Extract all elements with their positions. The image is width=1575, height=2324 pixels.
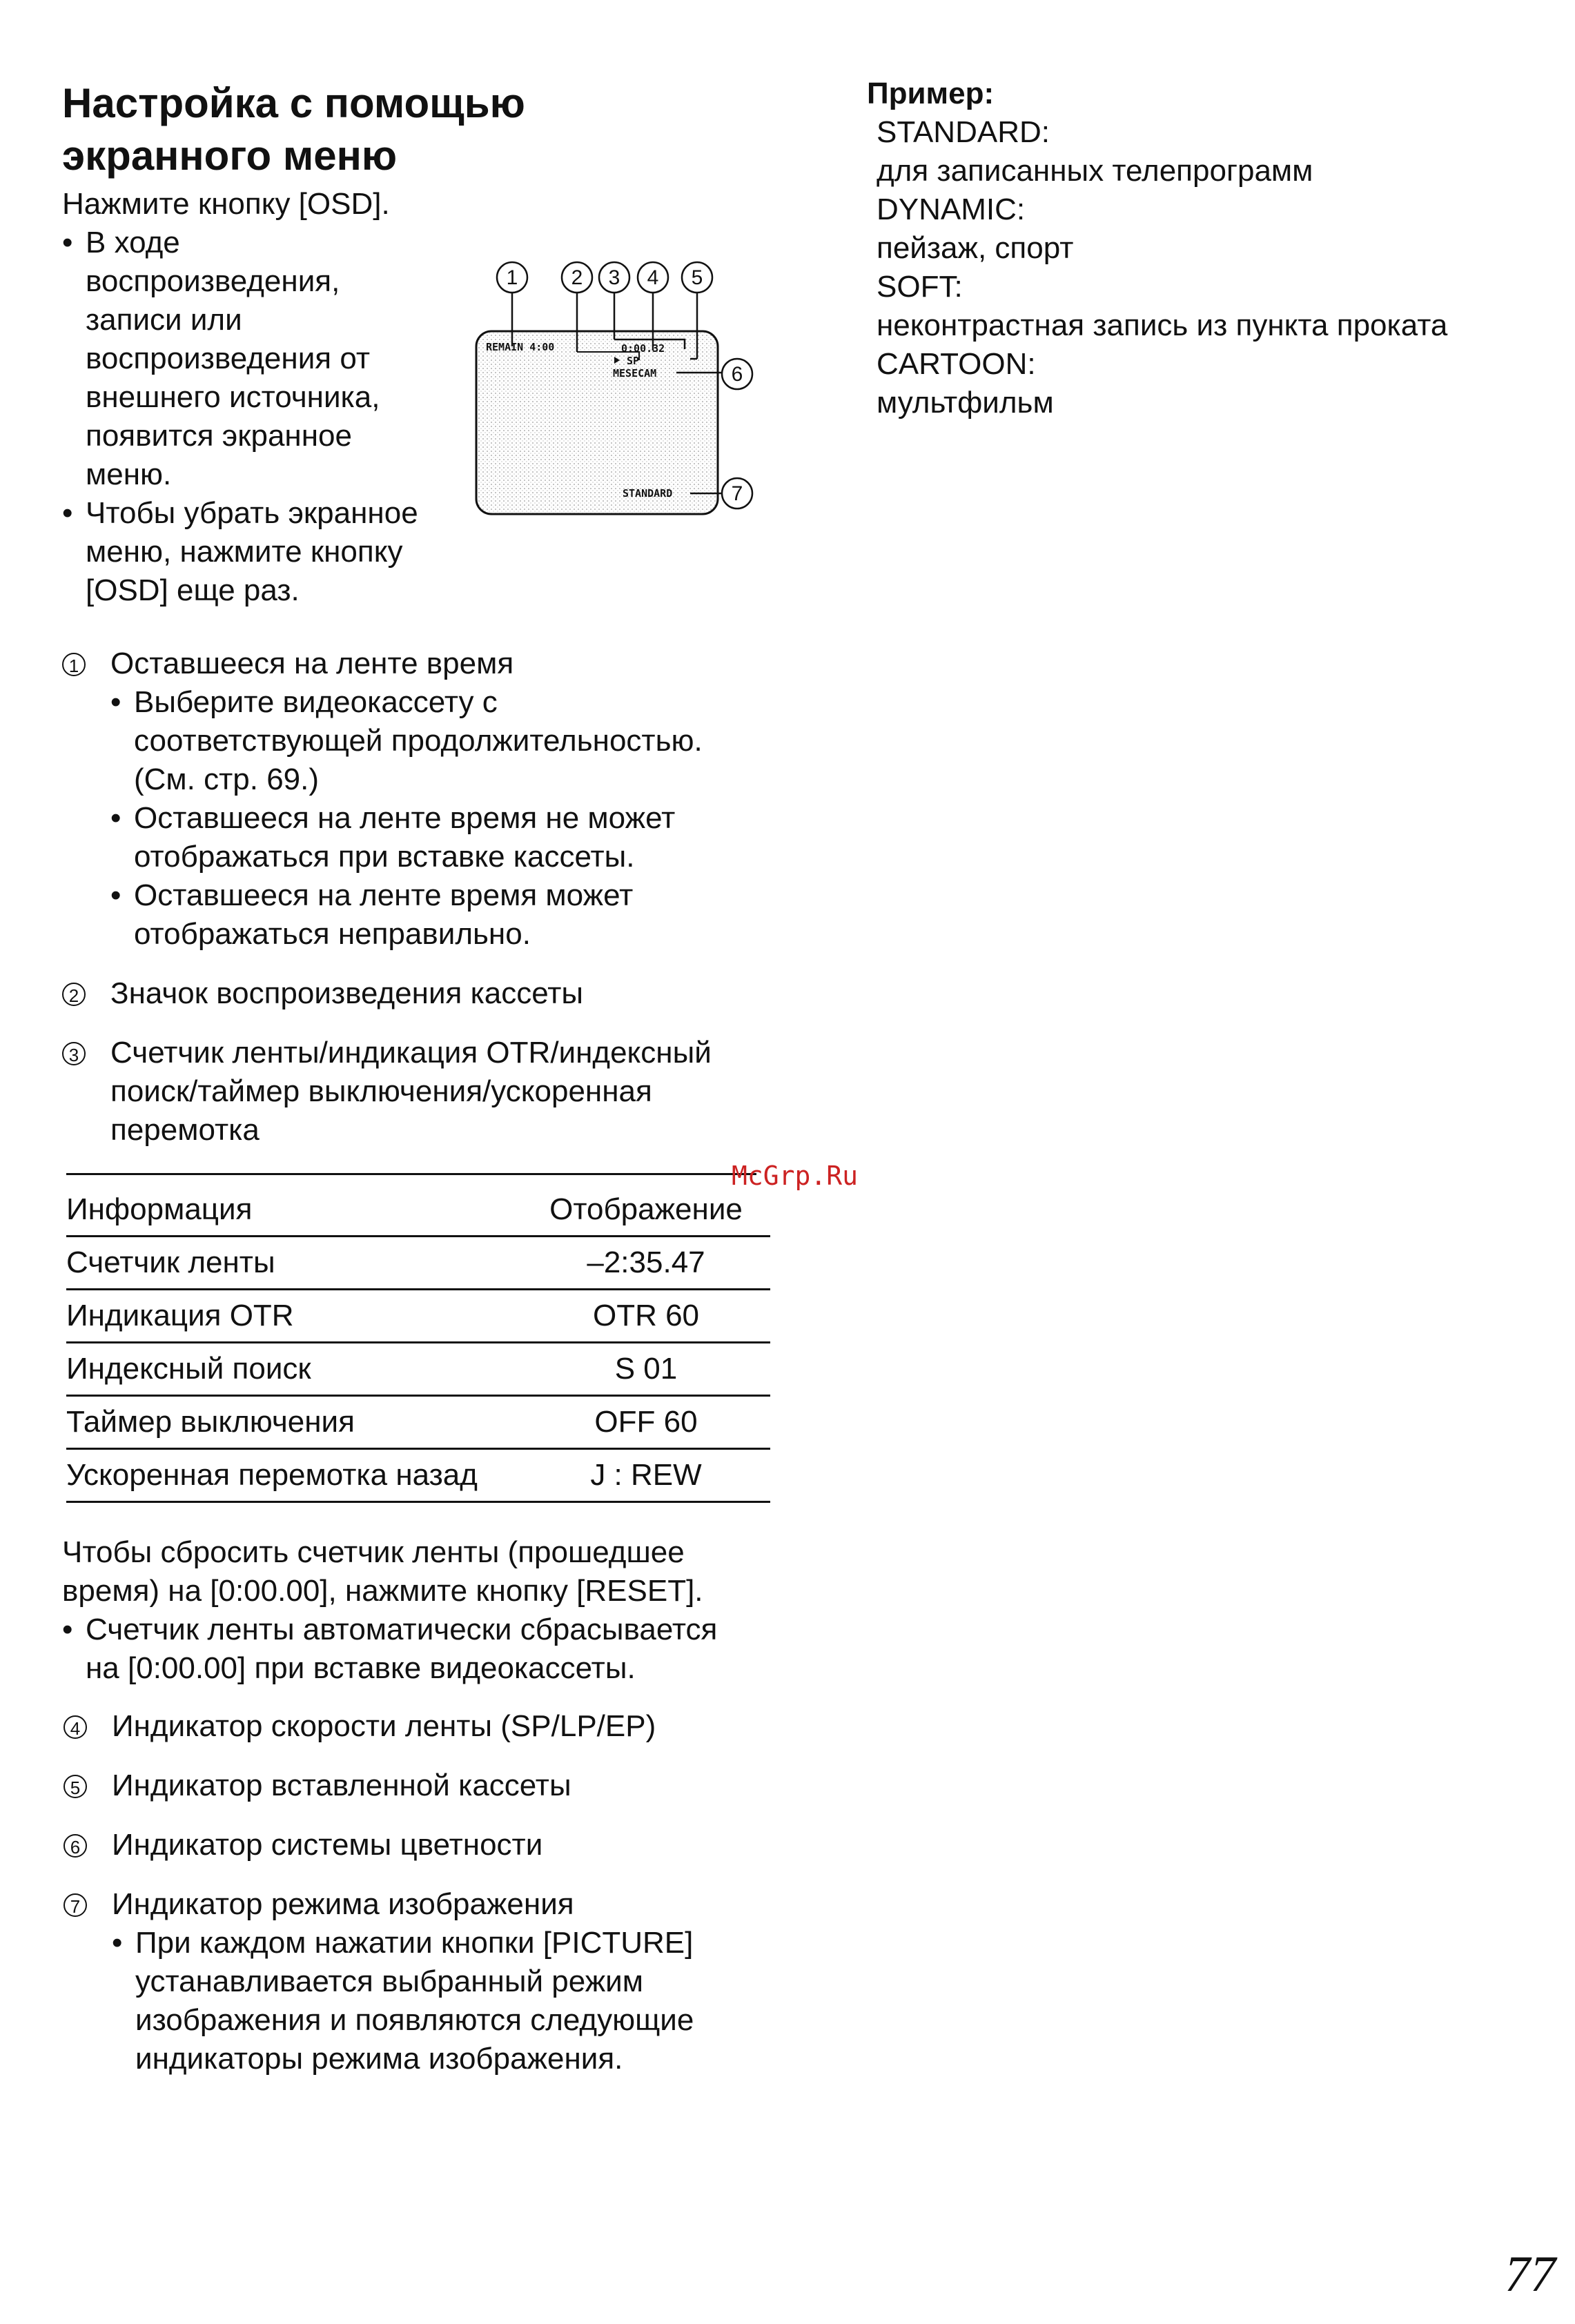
circle-number-6: 6: [63, 1834, 87, 1858]
svg-text:3: 3: [608, 266, 620, 289]
item-1-bullet-3: [110, 876, 752, 954]
item-5-text: Индикатор вставленной кассеты: [112, 1769, 571, 1802]
item-2: [62, 974, 752, 1013]
intro-bullet-1: [62, 224, 462, 494]
item-3: [62, 1034, 752, 1150]
item-7-text: Индикатор режима изображения: [112, 1887, 574, 1921]
table-cell: Таймер выключения: [66, 1396, 522, 1449]
screen-mode: STANDARD: [623, 487, 673, 500]
bullet-line: воспроизведения,: [86, 264, 340, 298]
svg-text:2: 2: [571, 266, 583, 289]
circle-number-4: 4: [63, 1715, 87, 1739]
bullet-line: записи или: [86, 303, 242, 337]
item-4-text: Индикатор скорости ленты (SP/LP/EP): [112, 1709, 656, 1743]
item-6-text: Индикатор системы цветности: [112, 1828, 543, 1862]
title-line-1: Настройка с помощью: [62, 80, 525, 126]
reset-line: Чтобы сбросить счетчик ленты (прошедшее: [62, 1535, 685, 1569]
screen-counter: 0:00.32: [621, 342, 665, 355]
item-4: [63, 1707, 823, 1746]
item-7-bullet: [112, 1924, 823, 2078]
watermark: McGrp.Ru: [732, 1161, 859, 1191]
bullet-line: • Оставшееся на ленте время не может: [134, 801, 676, 835]
reset-bullet: [62, 1611, 821, 1688]
item-5: [63, 1766, 823, 1805]
example-list: [867, 113, 1529, 422]
example-line: мультфильм: [877, 386, 1054, 420]
bullet-line: меню.: [86, 457, 172, 491]
bullet-line: • Выберите видеокассету с: [134, 685, 498, 719]
bullet-line: • Оставшееся на ленте время может: [134, 878, 634, 912]
tv-screen: [476, 331, 718, 514]
info-table: [66, 1184, 770, 1503]
intro-text: Нажмите кнопку [OSD].: [62, 187, 390, 221]
bullet-line: на [0:00.00] при вставке видеокассеты.: [86, 1651, 636, 1685]
page-title: [62, 77, 525, 182]
example-line: для записанных телепрограмм: [877, 154, 1313, 188]
item-3-line: перемотка: [110, 1113, 260, 1147]
item-1-bullet-2: [110, 799, 752, 876]
reset-line: время) на [0:00.00], нажмите кнопку [RESET].: [62, 1574, 703, 1608]
circle-number-3: 3: [62, 1042, 86, 1065]
bullet-line: • В ходе: [86, 226, 180, 259]
table-cell: Ускоренная перемотка назад: [66, 1449, 522, 1502]
bullet-line: воспроизведения от: [86, 342, 370, 375]
table-cell: Счетчик ленты: [66, 1237, 522, 1290]
example-line: неконтрастная запись из пункта проката: [877, 308, 1448, 342]
table-cell: J : REW: [522, 1449, 770, 1502]
bullet-line: • При каждом нажатии кнопки [PICTURE]: [135, 1926, 694, 1960]
bullet-line: появится экранное: [86, 419, 352, 453]
bullet-line: соответствующей продолжительностью.: [134, 724, 703, 758]
table-header: Информация: [66, 1184, 522, 1237]
table-row: [66, 1396, 770, 1449]
table-row: [66, 1290, 770, 1343]
circle-number-5: 5: [63, 1775, 87, 1798]
bullet-line: изображения и появляются следующие: [135, 2003, 694, 2037]
reset-block: [62, 1533, 821, 1688]
example-line: CARTOON:: [877, 347, 1036, 381]
item-3-line: поиск/таймер выключения/ускоренная: [110, 1074, 652, 1108]
table-row: [66, 1237, 770, 1290]
items-block-2: [63, 1707, 823, 2078]
intro-block: [62, 185, 462, 610]
example-block: [867, 75, 1529, 422]
example-line: DYNAMIC:: [877, 193, 1026, 226]
bullet-line: устанавливается выбранный режим: [135, 1964, 643, 1998]
page-number: 77: [1505, 2246, 1556, 2303]
table-cell: –2:35.47: [522, 1237, 770, 1290]
table-cell: Индикация OTR: [66, 1290, 522, 1343]
svg-text:6: 6: [731, 363, 743, 386]
item-2-text: Значок воспроизведения кассеты: [110, 976, 584, 1010]
circle-number-1: 1: [62, 653, 86, 676]
item-1: [62, 644, 752, 954]
example-line: SOFT:: [877, 270, 963, 304]
item-6: [63, 1826, 823, 1864]
table-cell: OFF 60: [522, 1396, 770, 1449]
table-top-rule: [66, 1173, 756, 1175]
intro-bullet-2: [62, 494, 462, 610]
example-label: Пример:: [867, 77, 995, 110]
table-row: [66, 1343, 770, 1396]
table-row: [66, 1449, 770, 1502]
table-cell: Индексный поиск: [66, 1343, 522, 1396]
table-header-row: [66, 1184, 770, 1237]
bullet-line: (См. стр. 69.): [134, 762, 320, 796]
bullet-line: • Чтобы убрать экранное: [86, 496, 418, 530]
bullet-line: индикаторы режима изображения.: [135, 2042, 623, 2076]
table-header: Отображение: [522, 1184, 770, 1237]
item-3-line: Счетчик ленты/индикация OTR/индексный: [110, 1036, 712, 1070]
svg-text:5: 5: [691, 266, 703, 289]
table-cell: S 01: [522, 1343, 770, 1396]
bullet-line: внешнего источника,: [86, 380, 380, 414]
item-1-text: Оставшееся на ленте время: [110, 647, 514, 680]
items-block-1: [62, 644, 752, 1150]
bullet-line: меню, нажмите кнопку: [86, 535, 403, 569]
title-line-2: экранного меню: [62, 132, 398, 179]
example-line: пейзаж, спорт: [877, 231, 1074, 265]
bullet-line: • Счетчик ленты автоматически сбрасывается: [86, 1613, 718, 1646]
svg-text:7: 7: [731, 482, 743, 505]
bullet-line: отображаться при вставке кассеты.: [134, 840, 635, 874]
item-7: [63, 1885, 823, 2078]
osd-screen-diagram: [469, 255, 766, 518]
svg-text:4: 4: [647, 266, 659, 289]
circle-number-2: 2: [62, 983, 86, 1006]
example-line: STANDARD:: [877, 115, 1050, 149]
table-cell: OTR 60: [522, 1290, 770, 1343]
screen-system: MESECAM: [613, 367, 657, 380]
item-1-bullet-1: [110, 683, 752, 799]
screen-speed: SP: [627, 355, 640, 367]
screen-remain: REMAIN 4:00: [486, 341, 555, 353]
svg-text:1: 1: [506, 266, 518, 289]
bullet-line: [OSD] еще раз.: [86, 573, 300, 607]
circle-number-7: 7: [63, 1893, 87, 1917]
bullet-line: отображаться неправильно.: [134, 917, 531, 951]
callout-3: [599, 262, 629, 339]
